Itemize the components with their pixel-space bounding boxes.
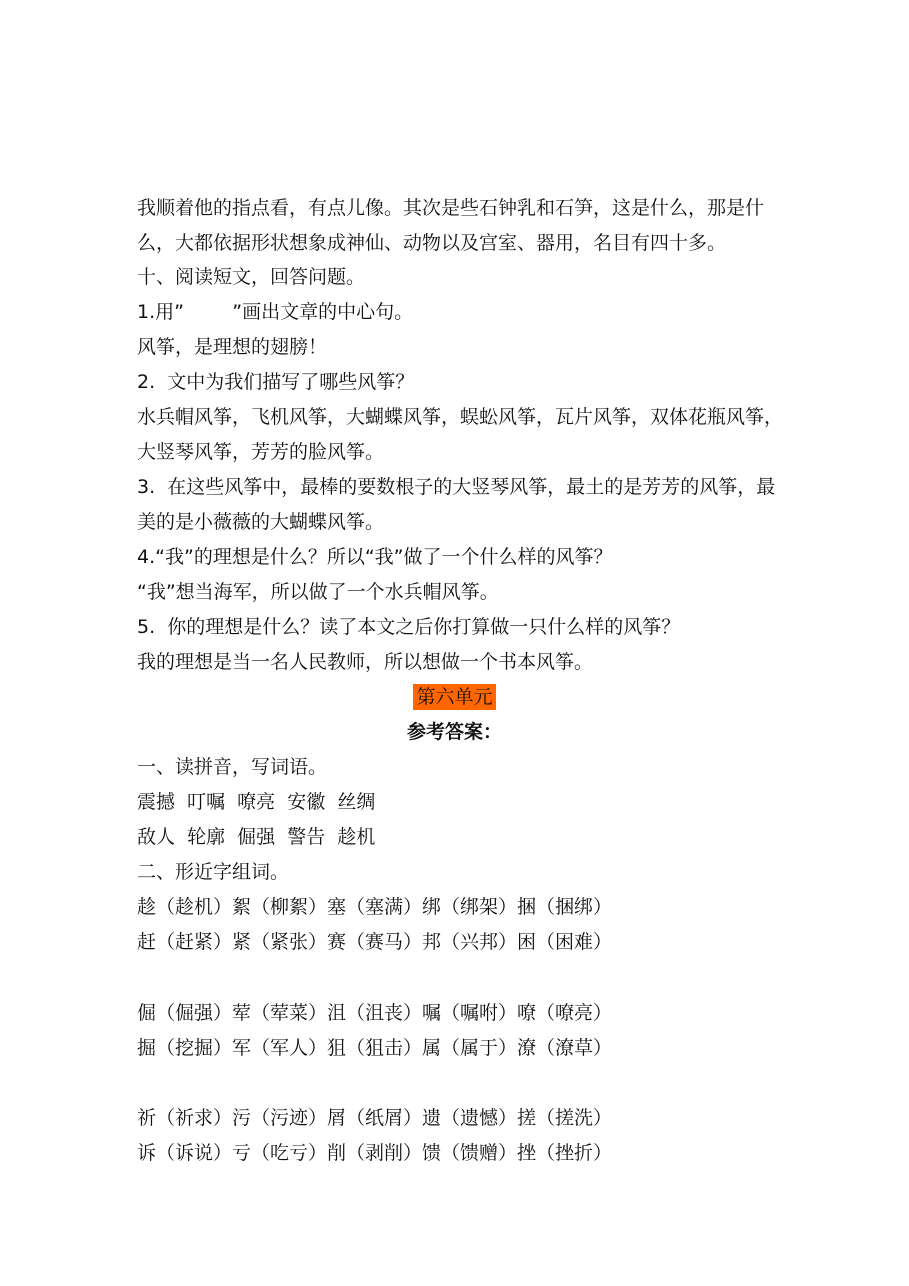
question-1: 1.用” ”画出文章的中心句。 — [137, 301, 414, 323]
unit-badge: 第六单元 — [413, 684, 495, 710]
paragraph-line: 我顺着他的指点看，有点儿像。其次是些石钟乳和石笋，这是什么，那是什 — [137, 197, 765, 219]
unit-badge-row — [0, 684, 909, 710]
word-group-row: 趁（趁机）絮（柳絮）塞（塞满）绑（绑架）捆（捆绑） — [137, 896, 613, 918]
answer-heading: 参考答案： — [406, 721, 502, 743]
question-4: 4.“我”的理想是什么？所以“我”做了一个什么样的风筝？ — [137, 546, 613, 568]
word-row-1: 震撼 叮嘱 嘹亮 安徽 丝绸 — [137, 791, 376, 813]
section-title: 十、阅读短文，回答问题。 — [137, 266, 366, 288]
word-group-row: 祈（祈求）污（污迹）屑（纸屑）遗（遗憾）搓（搓洗） — [137, 1107, 613, 1129]
answer-2-line-2: 大竖琴风筝，芳芳的脸风筝。 — [137, 441, 385, 463]
word-group-row: 掘（挖掘）军（军人）狙（狙击）属（属于）潦（潦草） — [137, 1037, 613, 1059]
paragraph-line: 么，大都依据形状想象成神仙、动物以及宫室、器用，名目有四十多。 — [137, 232, 727, 254]
word-group-row: 倔（倔强）荤（荤菜）沮（沮丧）嘱（嘱咐）嘹（嘹亮） — [137, 1002, 613, 1024]
question-3-line-1: 3. 在这些风筝中，最棒的要数根子的大竖琴风筝，最土的是芳芳的风筝，最 — [137, 476, 776, 498]
word-row-2: 敌人 轮廓 倔强 警告 趁机 — [137, 826, 376, 848]
word-group-row: 诉（诉说）亏（吃亏）削（剥削）馈（馈赠）挫（挫折） — [137, 1142, 613, 1164]
answer-heading-row — [0, 719, 909, 745]
answer-4: “我”想当海军，所以做了一个水兵帽风筝。 — [137, 581, 499, 603]
word-group-row: 赶（赶紧）紧（紧张）赛（赛马）邦（兴邦）困（困难） — [137, 931, 613, 953]
question-5: 5. 你的理想是什么？读了本文之后你打算做一只什么样的风筝？ — [137, 616, 681, 638]
section-1-title: 一、读拼音，写词语。 — [137, 756, 328, 778]
answer-5: 我的理想是当一名人民教师，所以想做一个书本风筝。 — [137, 651, 594, 673]
section-2-title: 二、形近字组词。 — [137, 861, 290, 883]
question-2: 2. 文中为我们描写了哪些风筝？ — [137, 371, 415, 393]
answer-1: 风筝，是理想的翅膀！ — [137, 336, 328, 358]
question-3-line-2: 美的是小薇薇的大蝴蝶风筝。 — [137, 511, 385, 533]
answer-2-line-1: 水兵帽风筝，飞机风筝，大蝴蝶风筝，蜈蚣风筝，瓦片风筝，双体花瓶风筝， — [137, 406, 784, 428]
